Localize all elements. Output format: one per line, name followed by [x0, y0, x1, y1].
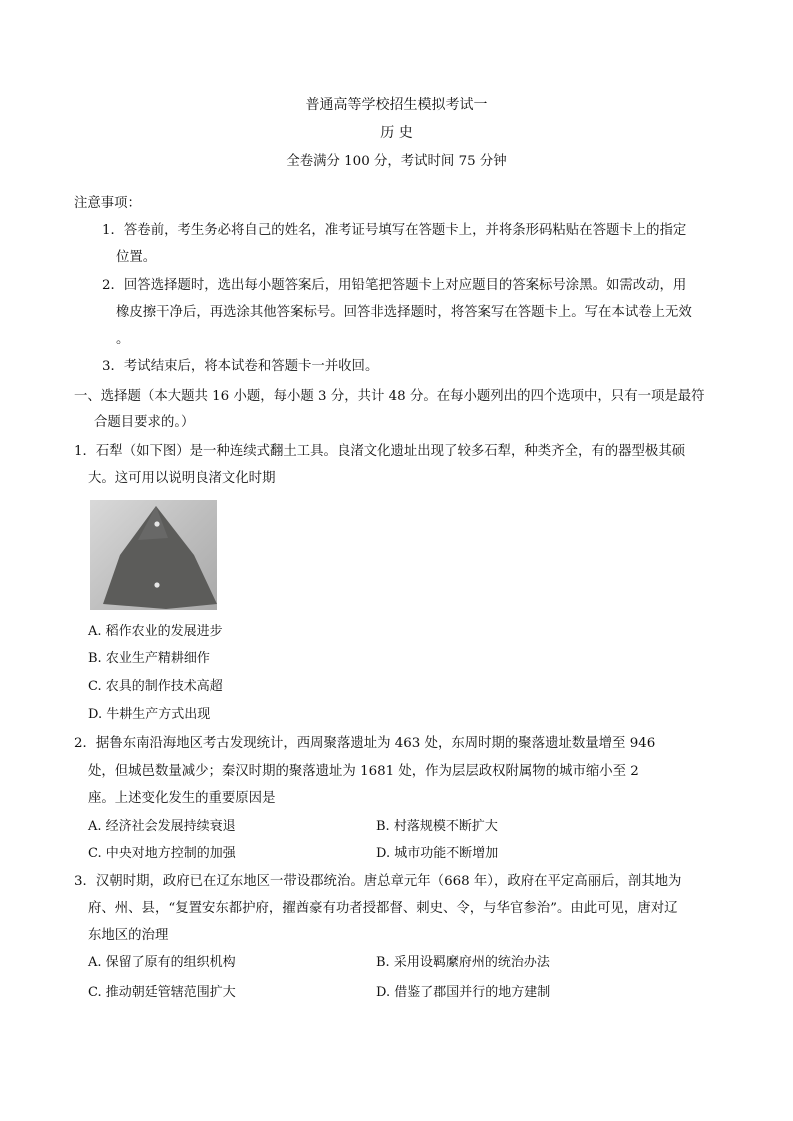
q1-stem-line-2: 大。这可用以说明良渚文化时期	[88, 471, 276, 486]
notice-item-3-line-1: 3．考试结束后，将本试卷和答题卡一并收回。	[102, 359, 379, 374]
q2-option-d: D. 城市功能不断增加	[376, 846, 499, 861]
q1-option-a: A. 稻作农业的发展进步	[88, 624, 223, 639]
q3-stem-line-1: 3．汉朝时期，政府已在辽东地区一带设郡统治。唐总章元年（668 年），政府在平定高丽后，剖其地为	[74, 874, 682, 889]
stone-plough-image	[90, 500, 217, 610]
q2-option-c: C. 中央对地方控制的加强	[88, 846, 236, 861]
notice-item-2-line-1: 2．回答选择题时，选出每小题答案后，用铅笔把答题卡上对应题目的答案标号涂黑。如需改动，用	[102, 278, 687, 293]
stone-plough-photo	[90, 500, 217, 610]
stone-plough-hole-bottom	[154, 582, 159, 587]
q1-option-c: C. 农具的制作技术高超	[88, 679, 223, 694]
q2-option-b: B. 村落规模不断扩大	[376, 819, 498, 834]
q3-option-a: A. 保留了原有的组织机构	[88, 955, 236, 970]
q3-stem-line-2: 府、州、县，“复置安东都护府，擢酋豪有功者授都督、刺史、令，与华官参治”。由此可见，唐对辽	[88, 901, 678, 916]
q3-option-d: D. 借鉴了郡国并行的地方建制	[376, 985, 551, 1000]
q1-option-b: B. 农业生产精耕细作	[88, 651, 210, 666]
q1-option-d: D. 牛耕生产方式出现	[88, 707, 211, 722]
exam-score-info: 全卷满分 100 分，考试时间 75 分钟	[286, 154, 507, 169]
q2-stem-line-2: 处，但城邑数量减少；秦汉时期的聚落遗址为 1681 处，作为层层政权附属物的城市缩小至 2	[88, 764, 639, 779]
q3-option-b: B. 采用设羁縻府州的统治办法	[376, 955, 550, 970]
q2-stem-line-1: 2．据鲁东南沿海地区考古发现统计，西周聚落遗址为 463 处，东周时期的聚落遗址数量增至 946	[74, 736, 656, 751]
exam-subject: 历 史	[380, 125, 413, 141]
notice-heading: 注意事项：	[74, 196, 141, 211]
q2-option-a: A. 经济社会发展持续衰退	[88, 819, 236, 834]
stone-plough-hole-top	[154, 521, 159, 526]
q3-stem-line-3: 东地区的治理	[88, 928, 169, 943]
q1-stem-line-1: 1．石犁（如下图）是一种连续式翻土工具。良渚文化遗址出现了较多石犁，种类齐全，有的器型极其硕	[74, 444, 686, 459]
notice-item-2-line-2: 橡皮擦干净后，再选涂其他答案标号。回答非选择题时，将答案写在答题卡上。写在本试卷上无效	[116, 305, 692, 320]
notice-item-2-line-3: 。	[116, 332, 130, 347]
q2-stem-line-3: 座。上述变化发生的重要原因是	[88, 791, 276, 806]
q3-option-c: C. 推动朝廷管辖范围扩大	[88, 985, 236, 1000]
section-heading-line-1: 一、选择题（本大题共 16 小题，每小题 3 分，共计 48 分。在每小题列出的四个选项中，只有一项是最符	[74, 389, 705, 404]
notice-item-1-line-1: 1．答卷前，考生务必将自己的姓名，准考证号填写在答题卡上，并将条形码粘贴在答题卡上的指定	[102, 223, 687, 238]
exam-title: 普通高等学校招生模拟考试一	[305, 97, 488, 113]
section-heading-line-2: 合题目要求的。）	[94, 415, 195, 430]
notice-item-1-line-2: 位置。	[116, 250, 157, 265]
